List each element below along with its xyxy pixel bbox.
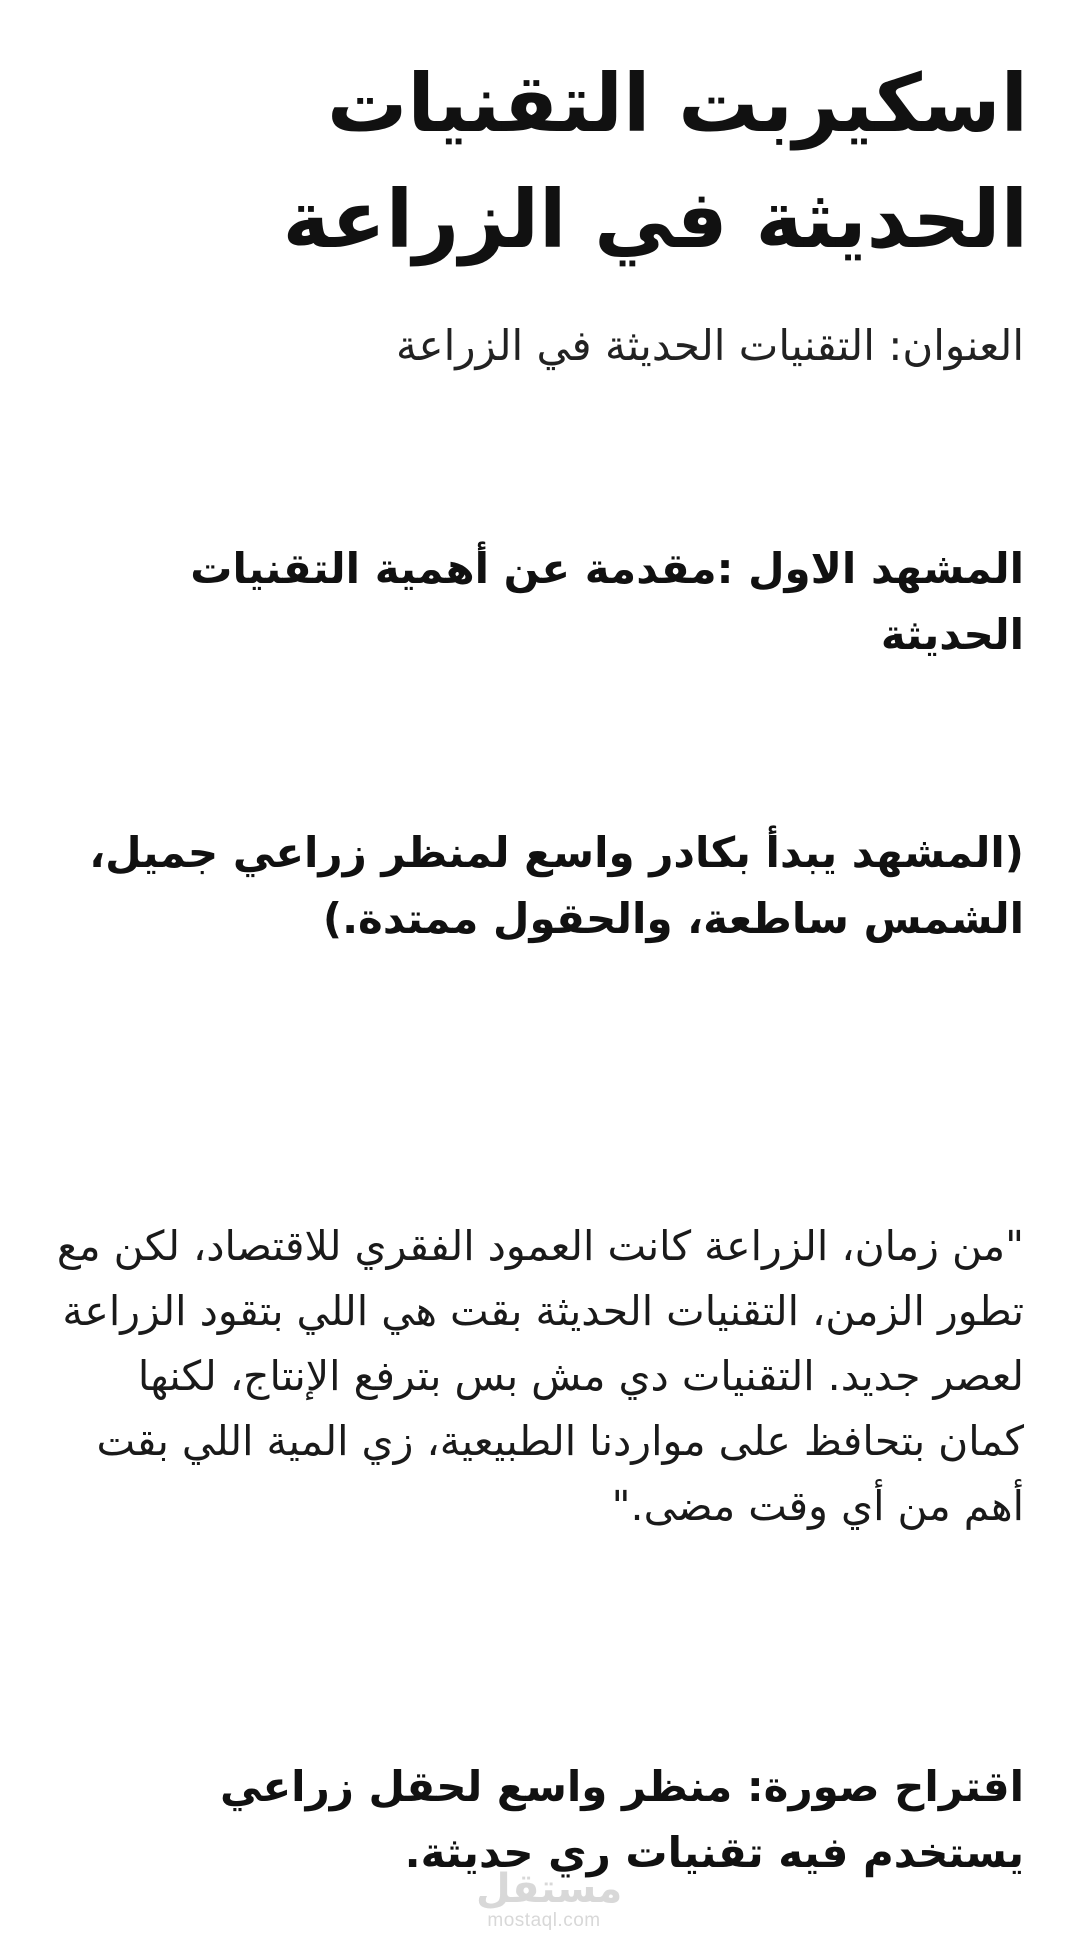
scene-heading: المشهد الاول :مقدمة عن أهمية التقنيات الحديثة [190,544,1024,659]
stage-direction: (المشهد يبدأ بكادر واسع لمنظر زراعي جميل، الشمس ساطعة، والحقول ممتدة.) [89,828,1024,943]
narration-paragraph: "من زمان، الزراعة كانت العمود الفقري للاقتصاد، لكن مع تطور الزمن، التقنيات الحديثة بقت هي اللي بتقود الزراعة لعصر جديد. التقنيات دي مش بس بترفع الإنتاج، لكنها كمان بتحافظ على مواردنا الطبيعية، زي المية اللي بقت أهم من أي وقت مضى." [56,1222,1024,1530]
document-title: اسكيربت التقنيات الحديثة في الزراعة [282,57,1028,266]
image-suggestion: اقتراح صورة: منظر واسع لحقل زراعي يستخدم فيه تقنيات ري حديثة. [219,1762,1024,1877]
document-subtitle: العنوان: التقنيات الحديثة في الزراعة [396,321,1024,370]
watermark-latin-text: mostaql.com [487,1910,601,1931]
watermark-arabic-text: مستقل [476,1866,623,1912]
mostaql-watermark [476,1866,623,1932]
